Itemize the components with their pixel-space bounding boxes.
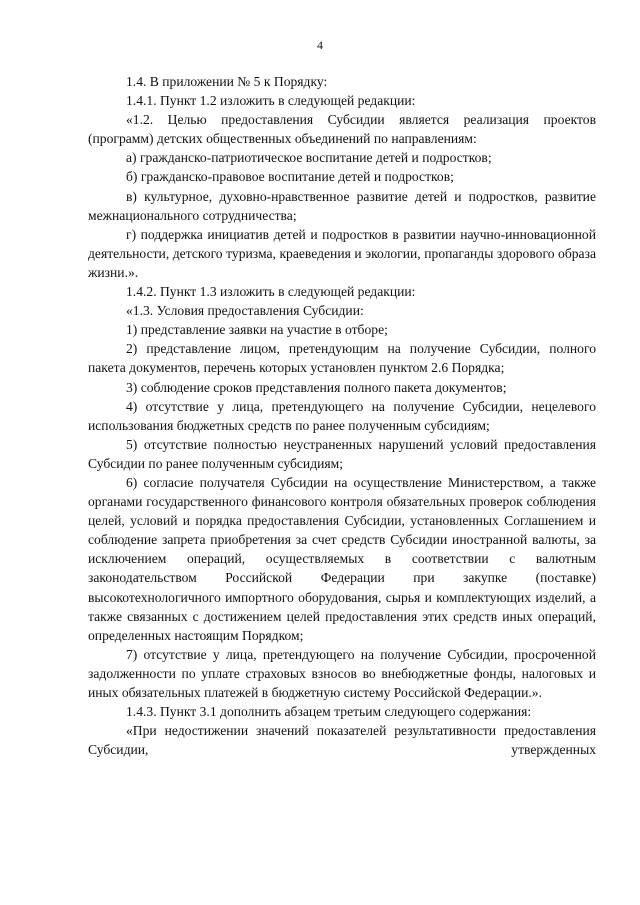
paragraph-item-b: б) гражданско-правовое воспитание детей и подростков; [126,169,454,185]
paragraph-condition-7: 7) отсутствие у лица, претендующего на получение Субсидии, просроченной задолженности по уплате страховых взносов во внебюджетные фонды, налоговых и иных обязательных платежей в бюджетную систему Российской Федерации.». [88,646,596,700]
paragraph-condition-4: 4) отсутствие у лица, претендующего на получение Субсидии, нецелевого использования бюджетных средств по ранее полученным субсидиям; [88,398,596,433]
paragraph-1-3-quote: «1.3. Условия предоставления Субсидии: [126,303,364,319]
paragraph-1-2-quote: «1.2. Целью предоставления Субсидии является реализация проектов (программ) детских общественных объединений по направлениям: [88,112,596,147]
paragraph-condition-5: 5) отсутствие полностью неустраненных нарушений условий предоставления Субсидии по ранее полученным субсидиям; [88,436,596,471]
paragraph-1-4: 1.4. В приложении № 5 к Порядку: [126,74,328,89]
page-number: 4 [317,38,323,52]
paragraph-item-a: а) гражданско-патриотическое воспитание детей и подростков; [126,150,492,166]
paragraph-condition-2: 2) представление лицом, претендующим на получение Субсидии, полного пакета документов, перечень которых установлен пунктом 2.6 Порядка; [88,341,596,376]
paragraph-condition-3: 3) соблюдение сроков представления полного пакета документов; [126,379,507,395]
document-body [88,72,596,759]
paragraph-1-4-1: 1.4.1. Пункт 1.2 изложить в следующей редакции: [126,93,416,109]
paragraph-3-1-quote: «При недостижении значений показателей результативности предоставления Субсидии, утвержденных [88,723,596,758]
paragraph-1-4-2: 1.4.2. Пункт 1.3 изложить в следующей редакции: [126,284,416,300]
paragraph-item-v: в) культурное, духовно-нравственное развитие детей и подростков, развитие межнационального сотрудничества; [88,188,596,223]
paragraph-condition-1: 1) представление заявки на участие в отборе; [126,322,388,338]
paragraph-condition-6: 6) согласие получателя Субсидии на осуществление Министерством, а также органами государственного финансового контроля обязательных проверок соблюдения целей, условий и порядка предоставления Субсидии, установленных Соглашением и соблюдение запрета приобретения за счет средств Субсидии иностранной валюты, за исключением операций, осуществляемых в соответствии с валютным законодательством Российской Федерации при закупке (поставке) высокотехнологичного импортного оборудования, сырья и комплектующих изделий, а также связанных с достижением целей предоставления этих средств иных операций, определенных настоящим Порядком; [88,474,596,643]
paragraph-1-4-3: 1.4.3. Пункт 3.1 дополнить абзацем третьим следующего содержания: [126,704,532,720]
paragraph-item-g: г) поддержка инициатив детей и подростков в развитии научно-инновационной деятельности, детского туризма, краеведения и экологии, пропаганды здорового образа жизни.». [88,226,596,280]
